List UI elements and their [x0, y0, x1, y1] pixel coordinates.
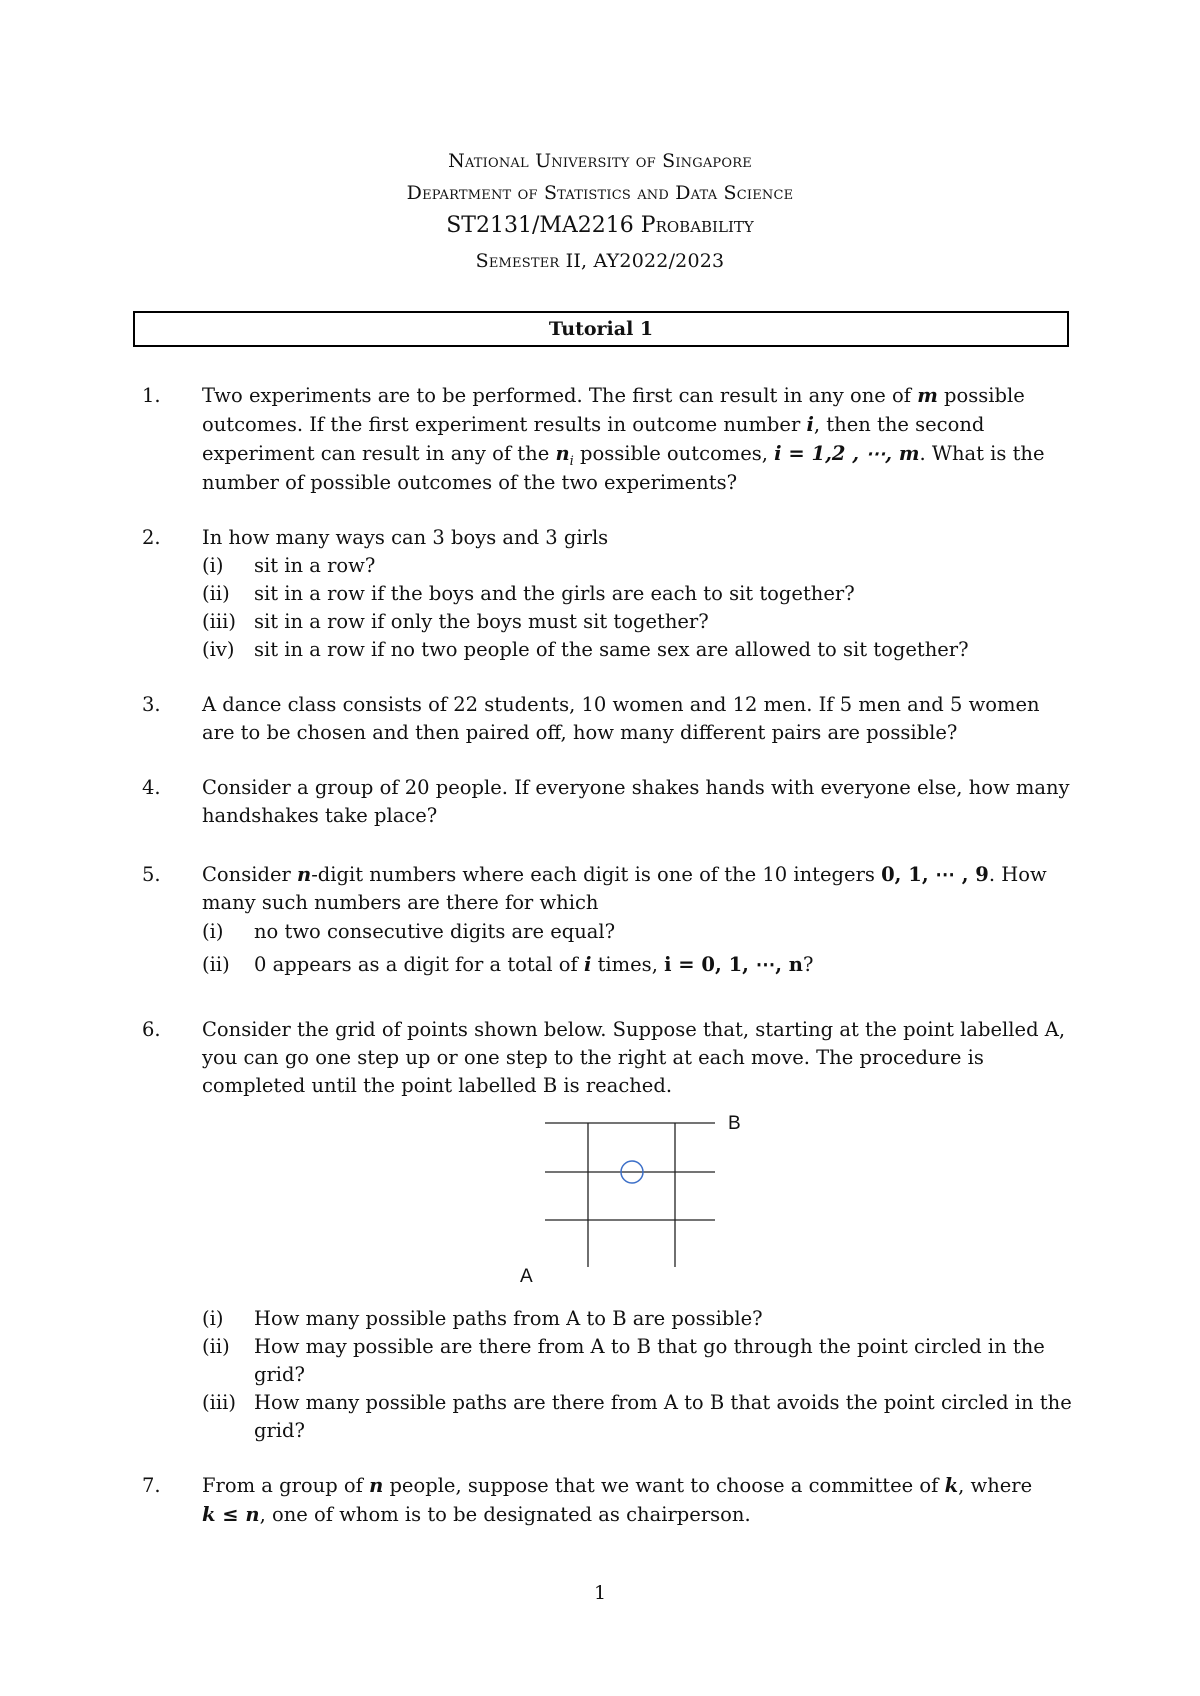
math-var: n [297, 863, 312, 886]
item-label: (ii) [202, 582, 230, 605]
math-var: i [583, 953, 592, 976]
text: Consider [202, 863, 291, 886]
text: experiment can result in any of the [202, 442, 550, 465]
math-var: n [369, 1474, 384, 1497]
text: 0 appears as a digit for a total of [254, 953, 578, 976]
tutorial-title: Tutorial 1 [548, 318, 654, 340]
math-expression: 0, 1, ⋯ , 9 [881, 863, 989, 886]
question-line: are to be chosen and then paired off, how many different pairs are possible? [202, 721, 958, 744]
text: , one of whom is to be designated as chairperson. [259, 1503, 751, 1526]
question-line: handshakes take place? [202, 804, 438, 827]
item-text: sit in a row if no two people of the same sex are allowed to sit together? [254, 638, 969, 661]
item-text: How many possible paths are there from A to B that avoids the point circled in the [254, 1391, 1072, 1414]
item-text: grid? [254, 1363, 305, 1386]
department-text: Department of Statistics and Data Science [406, 182, 794, 204]
item-label: (iii) [202, 610, 236, 633]
math-subscript: i [569, 453, 574, 469]
text: people, suppose that we want to choose a committee of [389, 1474, 939, 1497]
math-var: k [944, 1474, 959, 1497]
tutorial-title-box [133, 311, 1069, 347]
question-number: 6. [142, 1018, 161, 1041]
item-text [254, 953, 813, 976]
question-line: many such numbers are there for which [202, 891, 599, 914]
item-label: (ii) [202, 953, 230, 976]
course-code: ST2131/MA2216 [446, 213, 634, 238]
item-label: (i) [202, 1307, 224, 1330]
page-number: 1 [593, 1582, 607, 1604]
text: possible outcomes, [580, 442, 768, 465]
text: , then the second [813, 413, 985, 436]
path-grid-figure [500, 1105, 740, 1295]
item-text: no two consecutive digits are equal? [254, 920, 616, 943]
item-text: sit in a row if only the boys must sit together? [254, 610, 709, 633]
question-line: completed until the point labelled B is reached. [202, 1074, 673, 1097]
label-b: B [728, 1113, 740, 1134]
department-name [0, 182, 1200, 204]
question-line: Consider a group of 20 people. If everyone shakes hands with everyone else, how many [202, 776, 1070, 799]
question-number: 4. [142, 776, 161, 799]
question-number: 5. [142, 863, 161, 886]
text: From a group of [202, 1474, 363, 1497]
math-expression: i = 1,2 , ⋯, m [774, 442, 920, 465]
question-line [202, 384, 1025, 407]
text: -digit numbers where each digit is one of the 10 integers [311, 863, 875, 886]
question-line: A dance class consists of 22 students, 10 women and 12 men. If 5 men and 5 women [202, 693, 1040, 716]
question-number: 2. [142, 526, 161, 549]
math-var: i [806, 413, 814, 436]
question-line [202, 863, 1047, 886]
item-label: (i) [202, 920, 224, 943]
university-text: National University of Singapore [448, 150, 752, 172]
item-label: (iv) [202, 638, 235, 661]
question-number: 3. [142, 693, 161, 716]
math-expression: k ≤ n [202, 1503, 260, 1526]
item-text: sit in a row if the boys and the girls are each to sit together? [254, 582, 855, 605]
text: times, [597, 953, 658, 976]
text: Two experiments are to be performed. The first can result in any one of [202, 384, 911, 407]
label-a: A [520, 1266, 533, 1287]
item-text: How may possible are there from A to B that go through the point circled in the [254, 1335, 1045, 1358]
text: outcomes. If the first experiment results in outcome number [202, 413, 801, 436]
question-number: 7. [142, 1474, 161, 1497]
semester-line [0, 250, 1200, 272]
question-line: In how many ways can 3 boys and 3 girls [202, 526, 609, 549]
path-grid [500, 1105, 740, 1290]
item-text: sit in a row? [254, 554, 376, 577]
text: . What is the [919, 442, 1045, 465]
item-text: grid? [254, 1419, 305, 1442]
course-title [0, 213, 1200, 238]
item-label: (iii) [202, 1391, 236, 1414]
question-line: Consider the grid of points shown below. Suppose that, starting at the point labelled A, [202, 1018, 1066, 1041]
question-line [202, 442, 1045, 469]
text: . How [988, 863, 1047, 886]
math-expression: i = 0, 1, ⋯, n [664, 953, 803, 976]
question-line: you can go one step up or one step to the right at each move. The procedure is [202, 1046, 984, 1069]
item-text: How many possible paths from A to B are possible? [254, 1307, 763, 1330]
math-var: n [555, 442, 570, 465]
question-line: number of possible outcomes of the two experiments? [202, 471, 738, 494]
text: possible [944, 384, 1025, 407]
question-line [202, 1503, 751, 1526]
question-line [202, 413, 984, 436]
item-label: (ii) [202, 1335, 230, 1358]
university-name [0, 150, 1200, 172]
math-var: m [917, 384, 938, 407]
semester-text: Semester II, AY2022/2023 [475, 250, 725, 272]
item-label: (i) [202, 554, 224, 577]
question-number: 1. [142, 384, 161, 407]
text: , where [958, 1474, 1033, 1497]
course-name: Probability [640, 213, 754, 238]
text: ? [802, 953, 814, 976]
question-line [202, 1474, 1032, 1497]
